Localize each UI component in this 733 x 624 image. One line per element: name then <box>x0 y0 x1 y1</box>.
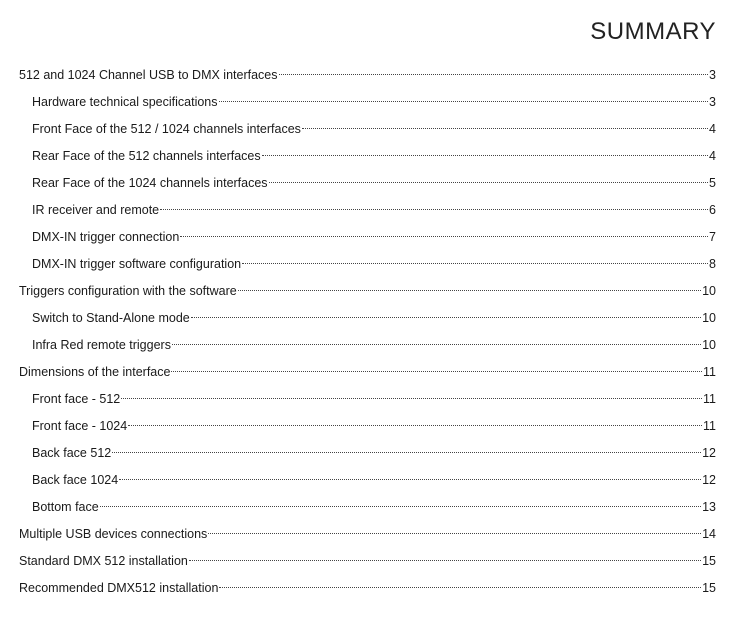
toc-entry-page: 15 <box>702 554 716 568</box>
toc-dot-leader <box>302 128 708 129</box>
toc-dot-leader <box>160 209 708 210</box>
toc-entry-label: Rear Face of the 1024 channels interfaces <box>32 176 268 190</box>
toc-entry-page: 12 <box>702 446 716 460</box>
toc-entry[interactable] <box>19 494 716 521</box>
toc-entry[interactable] <box>19 332 716 359</box>
toc-dot-leader <box>180 236 708 237</box>
toc-entry[interactable] <box>19 521 716 548</box>
toc-entry-label: Dimensions of the interface <box>19 365 171 379</box>
toc-dot-leader <box>128 425 702 426</box>
toc-entry-label: 512 and 1024 Channel USB to DMX interfaces <box>19 68 278 82</box>
table-of-contents <box>19 62 716 602</box>
toc-entry[interactable] <box>19 197 716 224</box>
toc-entry[interactable] <box>19 413 716 440</box>
toc-entry-label: Bottom face <box>32 500 99 514</box>
toc-entry[interactable] <box>19 305 716 332</box>
toc-entry[interactable] <box>19 89 716 116</box>
toc-entry[interactable] <box>19 575 716 602</box>
toc-entry[interactable] <box>19 548 716 575</box>
toc-entry-label: Hardware technical specifications <box>32 95 218 109</box>
toc-dot-leader <box>269 182 708 183</box>
toc-entry-page: 3 <box>709 68 716 82</box>
toc-dot-leader <box>171 371 702 372</box>
toc-dot-leader <box>238 290 701 291</box>
toc-entry-page: 7 <box>709 230 716 244</box>
toc-entry-label: Back face 1024 <box>32 473 119 487</box>
toc-entry-label: DMX-IN trigger software configuration <box>32 257 242 271</box>
toc-entry-page: 11 <box>703 365 716 379</box>
toc-dot-leader <box>242 263 708 264</box>
toc-entry[interactable] <box>19 224 716 251</box>
toc-dot-leader <box>279 74 709 75</box>
toc-entry-label: Switch to Stand-Alone mode <box>32 311 190 325</box>
toc-entry-page: 11 <box>703 419 716 433</box>
toc-entry-label: Rear Face of the 512 channels interfaces <box>32 149 261 163</box>
toc-entry-page: 10 <box>702 311 716 325</box>
toc-entry-label: Back face 512 <box>32 446 112 460</box>
toc-entry[interactable] <box>19 143 716 170</box>
toc-dot-leader <box>219 587 701 588</box>
toc-entry[interactable] <box>19 386 716 413</box>
toc-entry-label: IR receiver and remote <box>32 203 160 217</box>
toc-entry-label: Infra Red remote triggers <box>32 338 171 352</box>
toc-dot-leader <box>100 506 701 507</box>
page-title: SUMMARY <box>590 18 716 45</box>
toc-entry-label: Front Face of the 512 / 1024 channels interfaces <box>32 122 301 136</box>
toc-entry-page: 14 <box>702 527 716 541</box>
toc-entry[interactable] <box>19 62 716 89</box>
toc-entry-label: Triggers configuration with the software <box>19 284 237 298</box>
toc-entry-page: 10 <box>702 284 716 298</box>
toc-dot-leader <box>208 533 701 534</box>
toc-entry-label: Multiple USB devices connections <box>19 527 208 541</box>
toc-entry-page: 6 <box>709 203 716 217</box>
toc-entry[interactable] <box>19 170 716 197</box>
toc-dot-leader <box>119 479 701 480</box>
toc-entry[interactable] <box>19 278 716 305</box>
toc-entry-label: DMX-IN trigger connection <box>32 230 180 244</box>
toc-entry[interactable] <box>19 251 716 278</box>
toc-entry-page: 4 <box>709 149 716 163</box>
toc-entry-page: 12 <box>702 473 716 487</box>
toc-entry-label: Standard DMX 512 installation <box>19 554 188 568</box>
toc-dot-leader <box>189 560 701 561</box>
toc-entry-page: 5 <box>709 176 716 190</box>
toc-entry-page: 10 <box>702 338 716 352</box>
toc-dot-leader <box>112 452 701 453</box>
toc-dot-leader <box>219 101 709 102</box>
toc-entry[interactable] <box>19 116 716 143</box>
toc-entry-page: 4 <box>709 122 716 136</box>
toc-entry[interactable] <box>19 440 716 467</box>
toc-entry[interactable] <box>19 467 716 494</box>
toc-dot-leader <box>121 398 702 399</box>
toc-dot-leader <box>172 344 701 345</box>
toc-entry-page: 13 <box>702 500 716 514</box>
toc-dot-leader <box>191 317 701 318</box>
toc-entry-label: Front face - 512 <box>32 392 121 406</box>
toc-entry-page: 3 <box>709 95 716 109</box>
toc-entry-label: Front face - 1024 <box>32 419 128 433</box>
toc-entry-page: 11 <box>703 392 716 406</box>
toc-entry[interactable] <box>19 359 716 386</box>
toc-entry-page: 8 <box>709 257 716 271</box>
toc-entry-label: Recommended DMX512 installation <box>19 581 219 595</box>
toc-entry-page: 15 <box>702 581 716 595</box>
toc-dot-leader <box>262 155 708 156</box>
